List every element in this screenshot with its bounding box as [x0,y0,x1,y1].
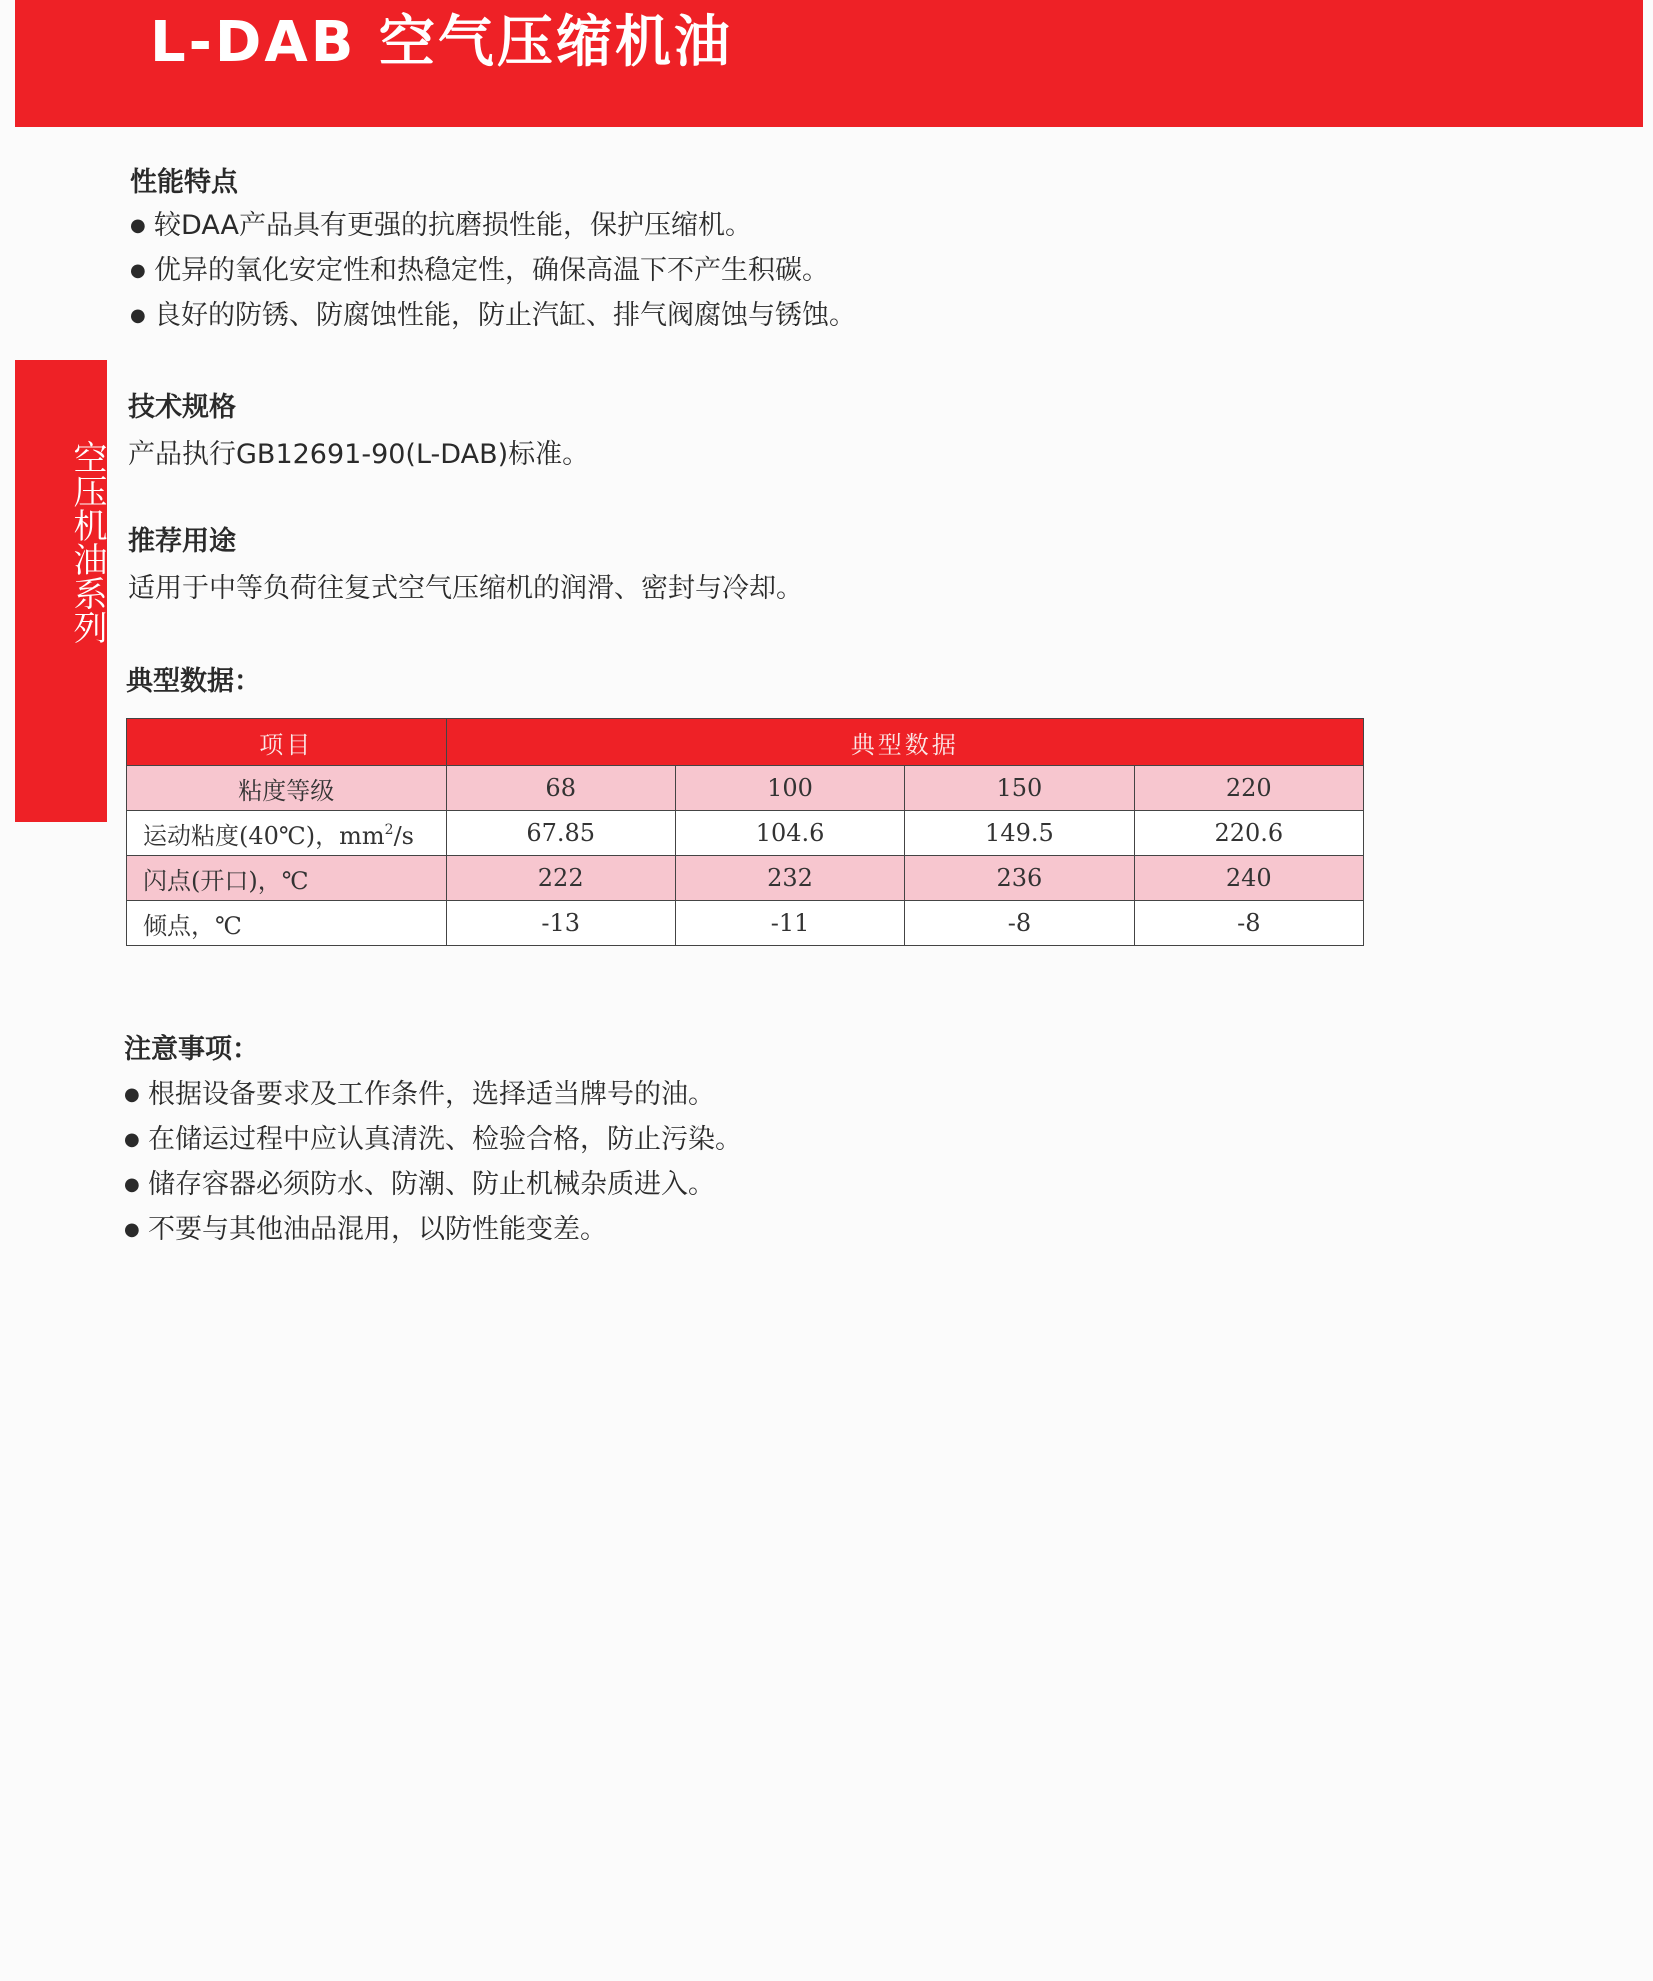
typical-data-table [126,718,1364,946]
notes-list [124,1072,742,1252]
table-cell: 104.6 [675,811,904,856]
table-cell: 100 [675,766,904,811]
table-row [127,856,1364,901]
features-title: 性能特点 [130,167,238,198]
table-cell: -8 [1134,901,1363,946]
spec-section [128,390,589,477]
notes-section [124,1032,742,1252]
table-cell: 232 [675,856,904,901]
note-item: ● 储存容器必须防水、防潮、防止机械杂质进入。 [124,1162,742,1207]
table-cell: 68 [446,766,675,811]
table-cell: -13 [446,901,675,946]
note-item: ● 不要与其他油品混用，以防性能变差。 [124,1207,742,1252]
table-row [127,901,1364,946]
header-band [15,0,1643,127]
row-label: 闪点(开口)，℃ [127,856,447,901]
table-cell: 222 [446,856,675,901]
row-label: 粘度等级 [127,766,447,811]
table-header-data: 典型数据 [446,719,1363,766]
side-tab [15,360,107,822]
table-cell: -8 [905,901,1134,946]
table-cell: -11 [675,901,904,946]
side-tab-label: 空压机油系列 [67,440,107,644]
usage-section [128,524,803,611]
row-label [127,811,447,856]
usage-text: 适用于中等负荷往复式空气压缩机的润滑、密封与冷却。 [128,573,803,604]
row-label-tail: /s [393,821,414,850]
features-section [130,165,856,338]
table-cell: 236 [905,856,1134,901]
typical-title: 典型数据： [126,666,261,697]
row-label: 倾点，℃ [127,901,447,946]
note-item: ● 在储运过程中应认真清洗、检验合格，防止污染。 [124,1117,742,1162]
note-item: ● 根据设备要求及工作条件，选择适当牌号的油。 [124,1072,742,1117]
table-header-item: 项目 [127,719,447,766]
spec-text: 产品执行GB12691-90(L-DAB)标准。 [128,439,590,470]
features-list [130,203,856,338]
row-label-main: 运动粘度(40℃)，mm [143,821,385,850]
table-cell: 67.85 [446,811,675,856]
row-label-sup: 2 [384,821,394,838]
feature-item: ● 良好的防锈、防腐蚀性能，防止汽缸、排气阀腐蚀与锈蚀。 [130,293,856,338]
notes-title: 注意事项： [124,1034,259,1065]
table-cell: 150 [905,766,1134,811]
table-row [127,766,1364,811]
usage-title: 推荐用途 [128,526,236,557]
feature-item: ● 较DAA产品具有更强的抗磨损性能，保护压缩机。 [130,203,856,248]
table-cell: 220 [1134,766,1363,811]
feature-item: ● 优异的氧化安定性和热稳定性，确保高温下不产生积碳。 [130,248,856,293]
table-row [127,811,1364,856]
table-header-row [127,719,1364,766]
spec-title: 技术规格 [128,392,236,423]
table-cell: 240 [1134,856,1363,901]
table-cell: 149.5 [905,811,1134,856]
table-cell: 220.6 [1134,811,1363,856]
page-title: L-DAB 空气压缩机油 [150,10,733,75]
typical-section [126,664,261,700]
